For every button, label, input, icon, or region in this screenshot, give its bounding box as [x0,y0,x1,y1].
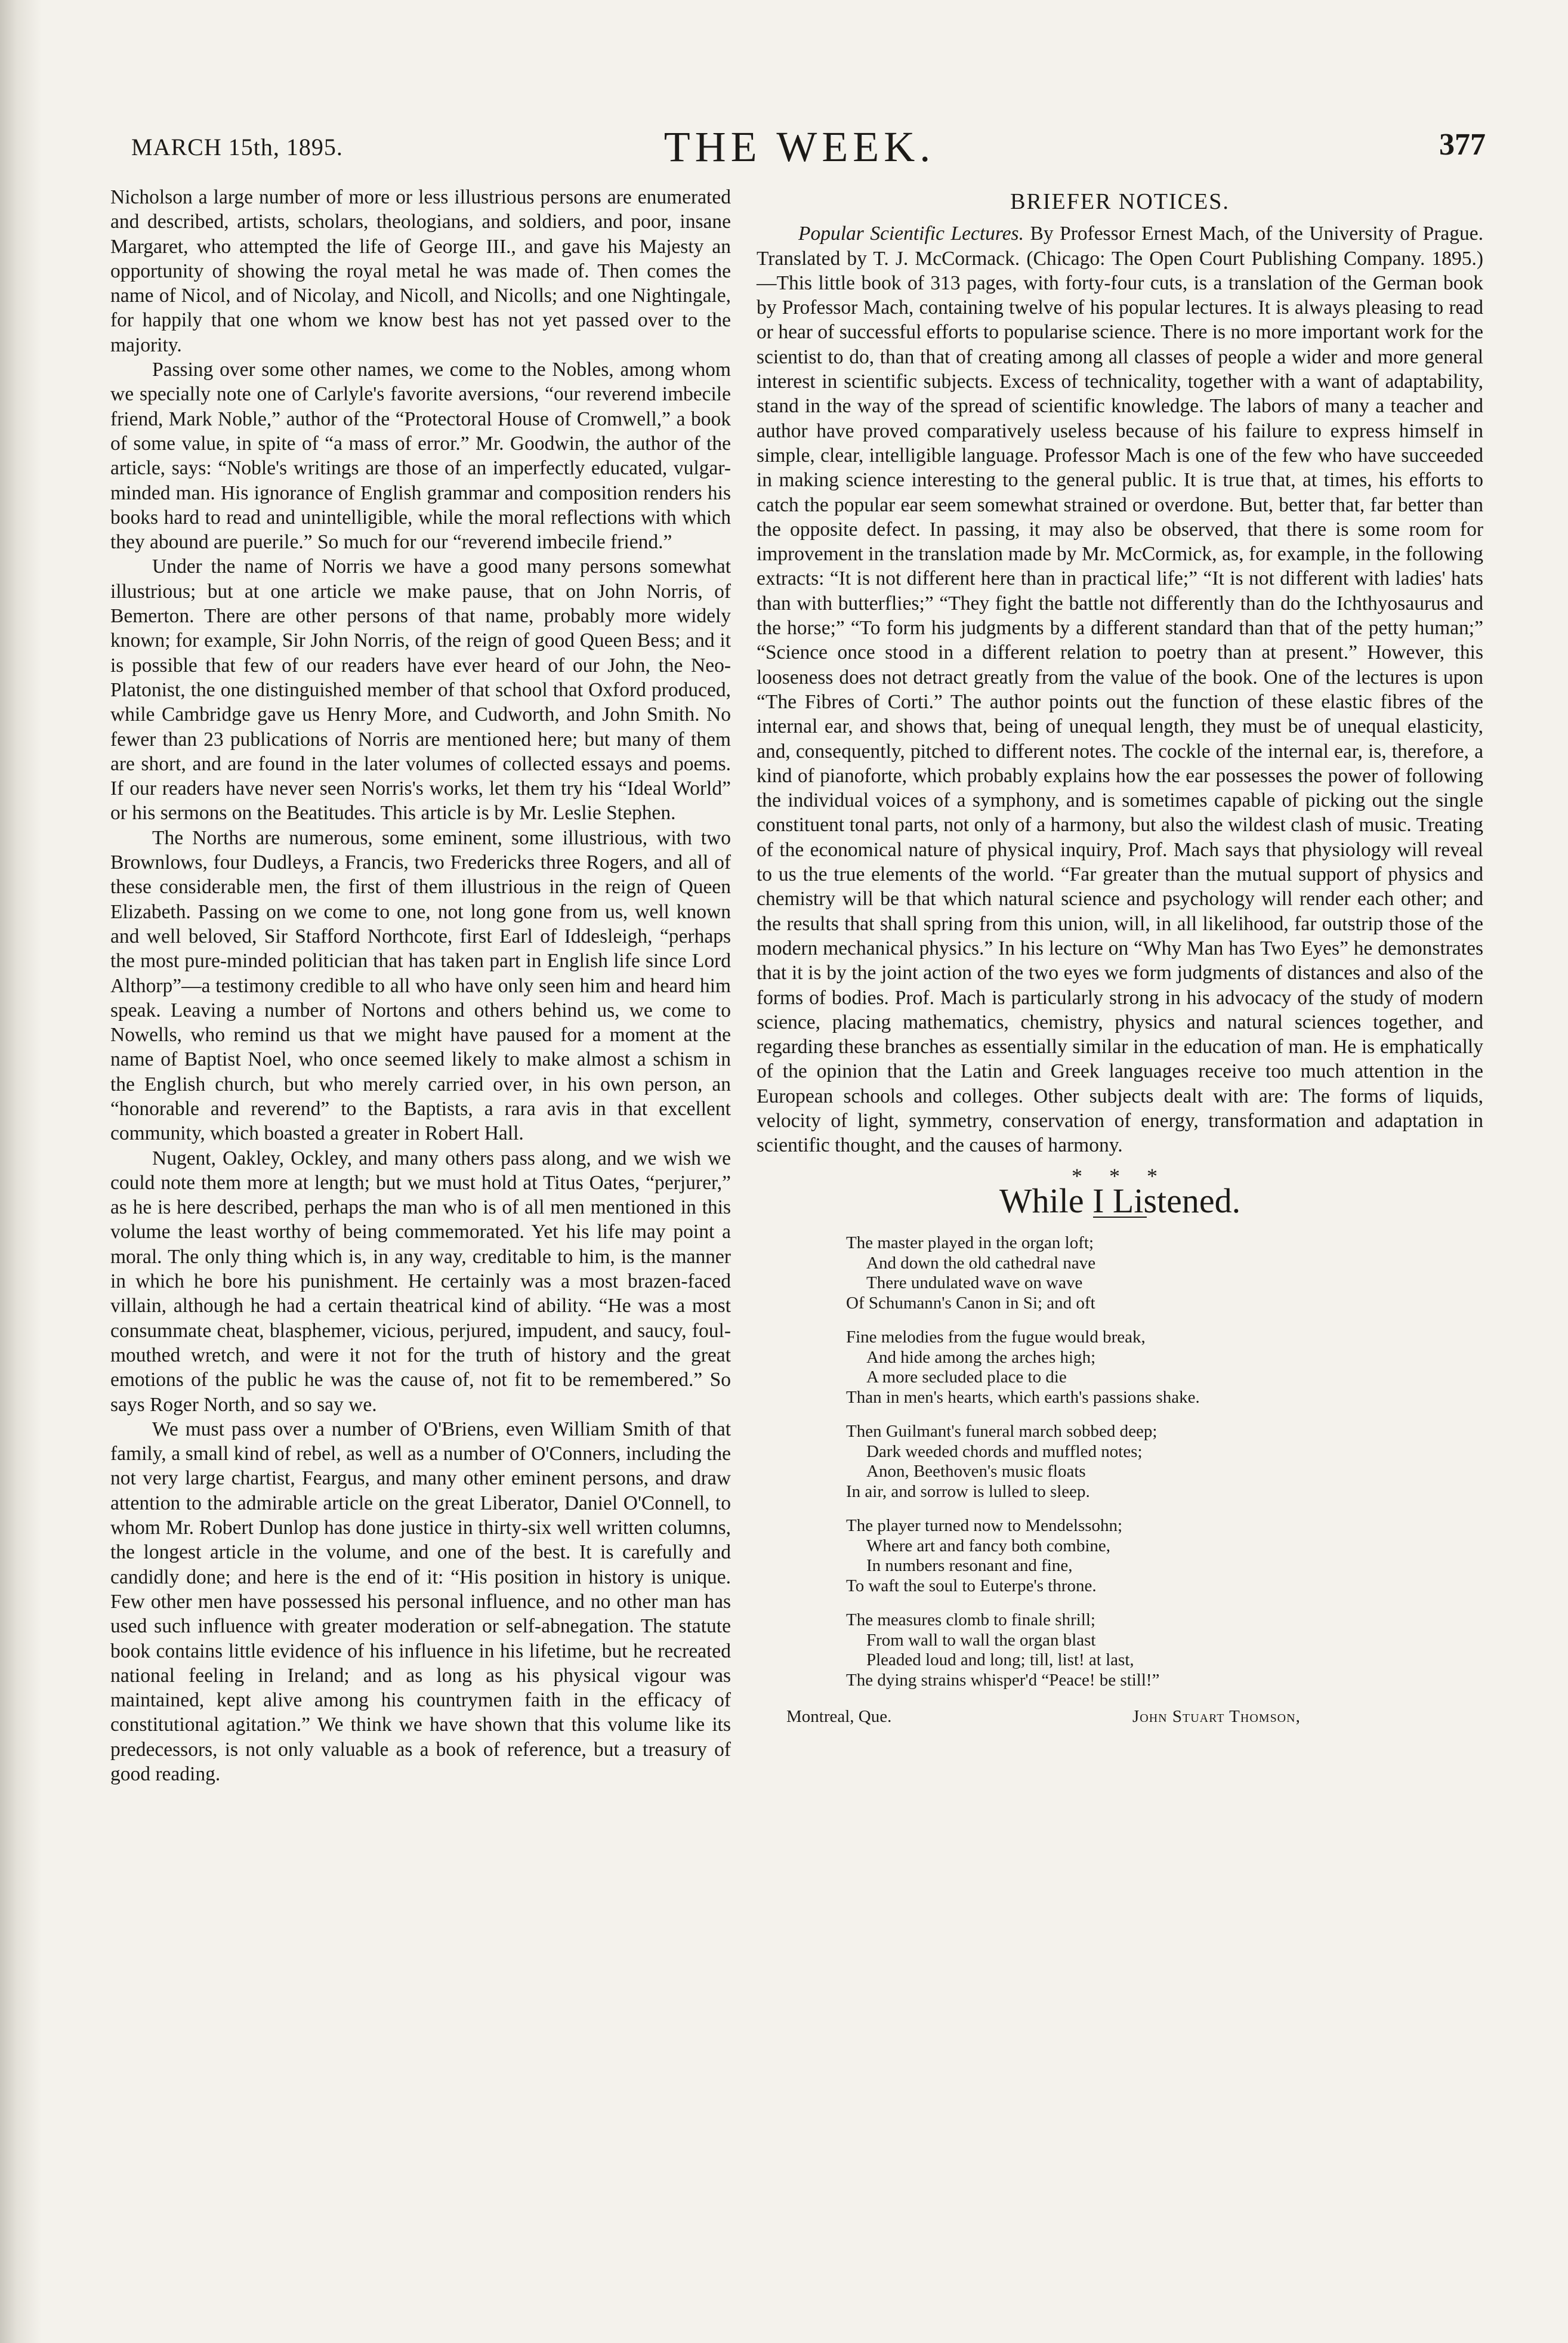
stanza [846,1233,1347,1313]
paragraph: Passing over some other names, we come to the Nobles, among whom we specially note one of Carlyle's favorite aversions, “our reverend imbecile friend, Mark Noble,” author of the “Protectoral House of Cromwell,” a book of some value, in spite of “a mass of error.” Mr. Goodwin, the author of the article, says: “Noble's writings are those of an imperfectly educated, vulgar-minded man. His ignorance of English grammar and composition renders his books hard to read and unintelligible, while the moral reflections with which they abound are puerile.” So much for our “reverend imbecile friend.” [110,359,731,554]
paragraph: Nicholson a large number of more or less illustrious persons are enumerated and described, artists, scholars, theologians, and soldiers, and poor, insane Margaret, who attempted the life of George III., and gave his Majesty an opportunity of showing the royal metal he was made of. Then comes the name of Nicol, and of Nicolay, and Nicoll, and Nicolls; and one Nightingale, for happily that one whom we know best has not yet passed over to the majority. [110,186,731,356]
stanza [846,1328,1347,1407]
paragraph: Under the name of Norris we have a good many persons somewhat illustrious; but at one article we make pause, that on John Norris, of Bemerton. There are other persons of that name, probably more widely known; for example, Sir John Norris, of the reign of good Queen Bess; and it is possible that few of our readers have ever heard of our John, the Neo-Platonist, the one distinguished member of that school that Oxford produced, while Cambridge gave us Henry More, and Cudworth, and John Smith. No fewer than 23 publications of Norris are mentioned here; but many of them are short, and are found in the later volumes of collected essays and poems. If our readers have never seen Norris's works, let them try his “Ideal World” or his sermons on the Beatitudes. This article is by Mr. Leslie Stephen. [110,555,731,825]
poem-line: Then Guilmant's funeral march sobbed deep; [846,1422,1158,1441]
left-column [110,185,731,1786]
notice-body: By Professor Ernest Mach, of the University of Prague. Translated by T. J. McCormack. (Chicago: The Open Court Publishing Company. 1895.)—This little book of 313 pages, with forty-four cuts, is a translation of the German book by Professor Mach, containing twelve of his popular lectures. It is always pleasing to read or hear of successful efforts to popularise science. There is no more important work for the scientist to do, than that of creating among all classes of people a wider and more general interest in scientific subjects. Excess of technicality, together with a want of adaptability, stand in the way of the spread of scientific knowledge. The labors of many a teacher and author have proved comparatively useless because of his failure to express himself in simple, clear, intelligible language. Professor Mach is one of the few who have succeeded in making science interesting to the general public. It is true that, at times, his efforts to catch the popular ear seem somewhat strained or overdone. But, better that, far better than the opposite defect. In passing, it may also be observed, that there is some room for improvement in the translation made by Mr. McCormick, as, for example, in the following extracts: “It is not different here than in practical life;” “It is not different with ladies' hats than with butterflies;” “They fight the battle not differently than do the Ichthyosaurus and the horse;” “To form his judgments by a different standard than that of the petty human;” “Science once stood in a different relation to poetry than at present.” However, this looseness does not detract greatly from the value of the book. One of the lectures is upon “The Fibres of Corti.” The author points out the function of these elastic fibres of the internal ear, and shows that, being of unequal length, they must be of unequal elasticity, and, consequently, pitched to different notes. The cockle of the internal ear, is, therefore, a kind of pianoforte, which probably explains how the ear possesses the power of following the individual voices of a symphony, and is sometimes capable of picking out the single constituent tonal parts, not only of a harmony, but also the wildest clash of music. Treating of the economical nature of physical inquiry, Prof. Mach says that physiology will reveal to us the true elements of the world. “Far greater than the mutual support of physics and chemistry will be that which natural science and psychology will render each other; and the results that shall spring from this union, will, in all likelihood, far outstrip those of the modern mechanical physics.” In his lecture on “Why Man has Two Eyes” he demonstrates that it is by the joint action of the two eyes we form judgments of distances and also of the forms of bodies. Prof. Mach is particularly strong in his advocacy of the study of modern science, placing mathematics, chemistry, physics and natural sciences together, and regarding these branches as essentially similar in the education of man. He is emphatically of the opinion that the Latin and Greek languages receive too much attention in the European schools and colleges. Other subjects dealt with are: The forms of liquids, velocity of light, symmetry, conservation of energy, transformation and adaptation in scientific thought, and the causes of harmony. [757,223,1484,1157]
poem-line: In numbers resonant and fine, [866,1556,1073,1576]
poem-place: Montreal, Que. [786,1707,892,1727]
poem-line: Where art and fancy both combine, [866,1536,1111,1555]
poem-line: Of Schumann's Canon in Si; and oft [846,1293,1095,1313]
poem-line: Anon, Beethoven's music floats [866,1462,1086,1481]
book-title: Popular Scientific Lectures. [798,223,1024,245]
poem-line: And down the old cathedral nave [866,1253,1096,1273]
poem-line: Fine melodies from the fugue would break, [846,1328,1146,1347]
page-number: 377 [1439,128,1486,162]
poem-line: To waft the soul to Euterpe's throne. [846,1576,1097,1595]
issue-date: MARCH 15th, 1895. [131,134,343,160]
paragraph: The Norths are numerous, some eminent, some illustrious, with two Brownlows, four Dudleys, a Francis, two Fredericks three Rogers, and all of these considerable men, the first of them illustrious in the reign of Queen Elizabeth. Passing on we come to one, not long gone from us, well known and well beloved, Sir Stafford Northcote, first Earl of Iddesleigh, “perhaps the most pure-minded politician that has taken part in English life since Lord Althorp”—a testimony credible to all who have only seen him and heard him speak. Leaving a number of Nortons and others behind us, we come to Nowells, who remind us that we might have paused for a moment at the name of Baptist Noel, who once seemed likely to make almost a schism in the English church, but who merely carried over, in his own person, an “honorable and reverend” to the Baptists, a rara avis in that excellent community, which boasted a greater in Robert Hall. [110,826,731,1145]
poem-line: Dark weeded chords and muffled notes; [866,1441,1143,1461]
poem-author: John Stuart Thomson, [1132,1707,1301,1727]
stanza [846,1516,1347,1596]
paragraph: Nugent, Oakley, Ockley, and many others pass along, and we wish we could note them more at length; but we must hold at Titus Oates, “perjurer,” as he is here described, perhaps the man who is of all men mentioned in this volume the least worthy of being commemorated. Yet his life may point a moral. The only thing which is, in any way, creditable to him, is the manner in which he bore his punishment. He certainly was a most brazen-faced villain, although he had a certain theatrical kind of ability. “He was a most consummate cheat, blasphemer, vicious, perjured, impudent, and saucy, foul-mouthed wretch, and were it not for the truth of history and the great emotions of the public he was the cause of, not fit to be remembered.” So says Roger North, and so say we. [110,1147,731,1416]
poem-line: The player turned now to Mendelssohn; [846,1516,1123,1536]
poem-line: The master played in the organ loft; [846,1233,1094,1253]
paragraph: We must pass over a number of O'Briens, even William Smith of that family, a small kind of rebel, as well as a number of O'Conners, including the not very large chartist, Feargus, and many other eminent persons, and draw attention to the admirable article on the great Liberator, Daniel O'Connell, to whom Mr. Robert Dunlop has done justice in thirty-six well written columns, the longest article in the volume, and one of the best. It is carefully and candidly done; and here is the end of it: “His position in history is unique. Few other men have possessed his personal influence, and no other man has used such influence with greater moderation or self-abnegation. The statute book contains little evidence of his influence in his lifetime, but he recreated national feeling in Ireland; and as long as his physical vigour was maintained, kept alive among his countrymen faith in the efficacy of constitutional agitation.” We think we have shown that this volume like its predecessors, is not only valuable as a book of reference, but a treasury of good reading. [110,1418,731,1785]
stanza [846,1422,1347,1502]
poem-line: Than in men's hearts, which earth's passions shake. [846,1387,1200,1407]
poem-line: The dying strains whisper'd “Peace! be still!” [846,1670,1160,1690]
poem-line: The measures clomb to finale shrill; [846,1610,1095,1630]
notice-paragraph [757,221,1483,1157]
poem-line: From wall to wall the organ blast [866,1630,1096,1650]
poem-line: There undulated wave on wave [866,1273,1083,1293]
poem-line: A more secluded place to die [866,1367,1067,1387]
right-column [757,185,1483,1728]
separator: * * * [1072,1163,1168,1188]
poem-line: And hide among the arches high; [866,1347,1096,1367]
masthead: THE WEEK. [663,123,936,171]
poem-line: Pleaded loud and long; till, list! at last, [866,1650,1134,1670]
poem-line: In air, and sorrow is lulled to sleep. [846,1481,1090,1501]
poem-title: While I Listened. [999,1181,1241,1220]
page-header [113,122,1486,188]
poem [846,1233,1347,1690]
section-title: BRIEFER NOTICES. [1010,189,1230,214]
stanza [846,1610,1347,1690]
scan-edge [0,0,42,2343]
poem-signoff [757,1705,1483,1728]
